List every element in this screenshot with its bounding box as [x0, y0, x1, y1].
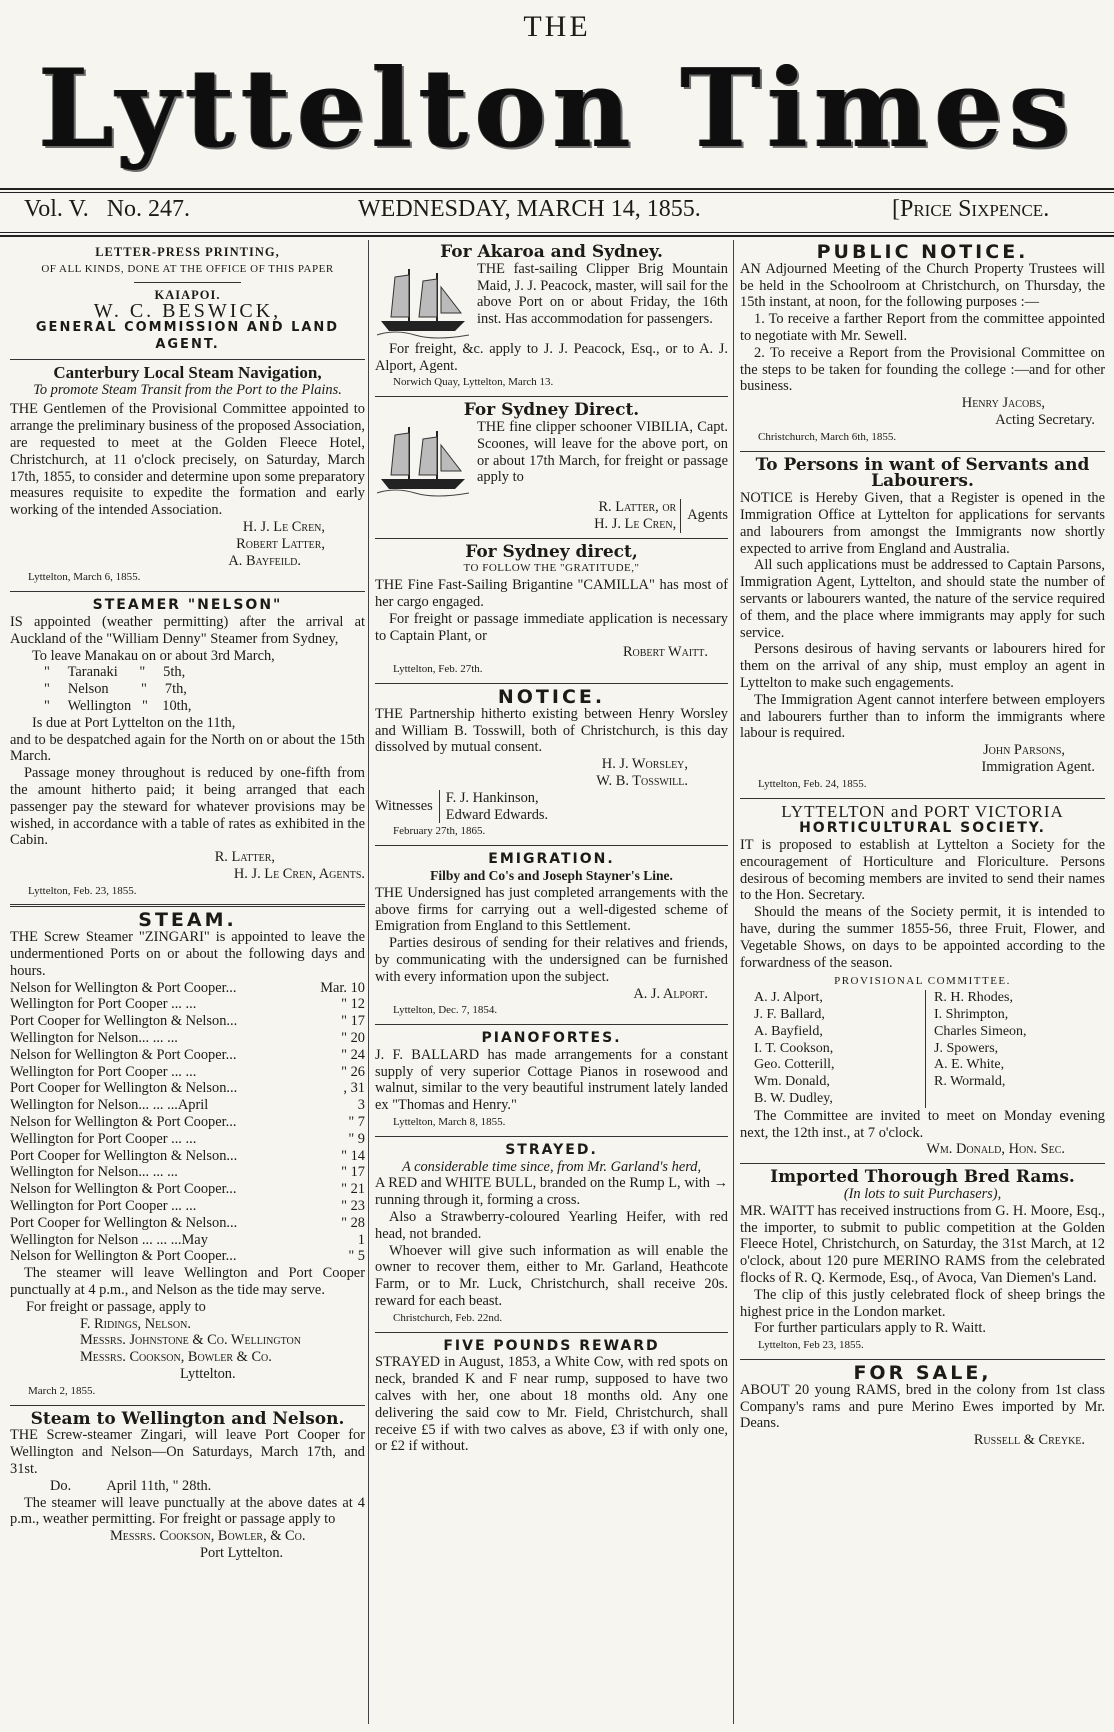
- schedule-date: , 31: [343, 1080, 365, 1097]
- agent: Lyttelton.: [180, 1366, 236, 1382]
- public-notice-body: AN Adjourned Meeting of the Church Property Trustees will be held in the Schoolroom at Christchurch, on Thursday, the 15th instant, at noon, for the following purposes :—: [740, 260, 1105, 311]
- column-rule: [368, 240, 369, 1724]
- ad-date: Lyttelton, Feb. 23, 1855.: [28, 884, 137, 897]
- letterpress-heading: LETTER-PRESS PRINTING,: [95, 245, 280, 259]
- witnesses: [375, 790, 728, 824]
- schedule-date: " 9: [348, 1130, 365, 1147]
- newspaper-title: Lyttelton Times: [38, 46, 1076, 172]
- committee-right: [934, 990, 1105, 1108]
- schedule-route: Wellington for Port Cooper ... ...: [10, 996, 197, 1013]
- schedule-route: Wellington for Nelson... ... ...: [10, 1030, 178, 1047]
- nelson-heading: STEAMER "NELSON": [92, 597, 283, 614]
- ad-date: Lyttelton, March 8, 1855.: [393, 1116, 506, 1129]
- column-rule: [733, 240, 734, 1724]
- schedule-date: " 23: [341, 1198, 365, 1215]
- agent: H. J. Le Cren,: [594, 515, 677, 532]
- ad-date: March 2, 1855.: [28, 1384, 96, 1397]
- schedule-route: Wellington for Port Cooper ... ...: [10, 1130, 197, 1147]
- nelson-line: and to be despatched again for the North on or about the 15th March.: [10, 731, 365, 765]
- ad-date: Lyttelton, March 6, 1855.: [28, 571, 141, 584]
- nelson-line: To leave Manakau on or about 3rd March,: [32, 647, 275, 664]
- rams-body: For further particulars apply to R. Waitt.: [754, 1320, 986, 1337]
- schedule-route: Wellington for Port Cooper ... ...: [10, 1198, 197, 1215]
- pianofortes-heading: PIANOFORTES.: [481, 1030, 622, 1047]
- schedule-date: " 21: [341, 1181, 365, 1198]
- notice-heading: NOTICE.: [497, 685, 606, 708]
- schedule-row: [10, 980, 365, 997]
- committee-member: Wm. Donald,: [754, 1074, 830, 1090]
- for-sale-heading: FOR SALE,: [853, 1362, 992, 1384]
- committee-list: [740, 990, 1105, 1108]
- signature: Port Lyttelton.: [200, 1544, 284, 1561]
- signature: Robert Latter,: [236, 535, 325, 552]
- schedule-route: Wellington for Port Cooper ... ...: [10, 1063, 197, 1080]
- horticultural-sub: HORTICULTURAL SOCIETY.: [799, 820, 1046, 837]
- schedule-date: " 24: [341, 1046, 365, 1063]
- steam-body: THE Screw Steamer "ZINGARI" is appointed to leave the undermentioned Ports on or about the following days and hours.: [10, 929, 365, 979]
- committee-member: B. W. Dudley,: [754, 1091, 833, 1107]
- witness: Edward Edwards.: [445, 806, 549, 823]
- column-3: [740, 241, 1105, 1732]
- wn-body: The steamer will leave punctually at the above dates at 4 p.m., weather permitting. For freight or passage apply to: [10, 1494, 365, 1528]
- committee-member: Geo. Cotterill,: [754, 1057, 835, 1073]
- signature: Robert Waitt.: [622, 644, 708, 661]
- schedule-route: Nelson for Wellington & Port Cooper...: [10, 1181, 237, 1198]
- signature: John Parsons,: [983, 742, 1065, 759]
- nelson-line: " Taranaki " 5th,: [44, 664, 186, 681]
- sd-body: For freight or passage immediate application is necessary to Captain Plant, or: [375, 610, 728, 644]
- ship-icon: [375, 421, 471, 499]
- pianofortes-body: J. F. BALLARD has made arrangements for a constant supply of very superior Cottage Pianos in rosewood and walnut, similar to the very beautiful instrument lately landed ex "Thomas and Henry.": [375, 1046, 728, 1114]
- committee-member: J. Spowers,: [934, 1040, 999, 1056]
- sd-sub: TO FOLLOW THE "GRATITUDE,": [463, 562, 640, 575]
- horticultural-heading: LYTTELTON and PORT VICTORIA: [781, 801, 1064, 821]
- horticultural-body: The Committee are invited to meet on Monday evening next, the 12th inst., at 7 o'clock.: [740, 1107, 1105, 1141]
- schedule-date: " 17: [341, 1164, 365, 1181]
- schedule-route: Nelson for Wellington & Port Cooper...: [10, 1046, 237, 1063]
- witness: F. J. Hankinson,: [445, 789, 539, 806]
- issue-number: No. 247.: [106, 196, 191, 222]
- for-sale-body: ABOUT 20 young RAMS, bred in the colony from 1st class Company's rams and pure Merino Ewes imported by Mr. Deans.: [740, 1381, 1105, 1432]
- signature: W. B. Tosswill.: [596, 772, 688, 789]
- reward-body: STRAYED in August, 1853, a White Cow, with red spots on neck, branded K and F near rump, supposed to have two calves with her, one about 18 months old. Any one delivering the said cow to Mr. Field, Christchurch, shall receive £5 if with two calves as above, £3 if with only one, or £2 if without.: [375, 1354, 728, 1455]
- ad-date: Lyttelton, Feb 23, 1855.: [758, 1339, 864, 1352]
- emigration-body: THE Undersigned has just completed arrangements with the above firms for carrying out a well-digested scheme of Emigration from England to this Settlement.: [375, 884, 728, 935]
- agent: Messrs. Cookson, Bowler & Co.: [80, 1349, 272, 1366]
- signature: Russell & Creyke.: [973, 1432, 1085, 1449]
- servants-body: All such applications must be addressed to Captain Parsons, Immigration Agent, Lyttelton, and should state the number of servants or labourers wanted, the nature of the service required of them, and the place where immigrants may apply for such service.: [740, 557, 1105, 641]
- wn-body: THE Screw-steamer Zingari, will leave Port Cooper for Wellington and Nelson—On Saturdays, March 17th, and 31st.: [10, 1427, 365, 1477]
- strayed-heading: STRAYED.: [505, 1141, 598, 1158]
- schedule-route: Port Cooper for Wellington & Nelson...: [10, 1147, 238, 1164]
- price: [Price Sixpence.: [892, 196, 1050, 222]
- schedule-row: [10, 1064, 365, 1081]
- column-1: [10, 244, 365, 1732]
- emigration-body: Parties desirous of sending for their relatives and friends, by communicating with the undersigned can be furnished with every information upon the subject.: [375, 935, 728, 985]
- schedule-row: [10, 1198, 365, 1215]
- nelson-line: Is due at Port Lyttelton on the 11th,: [32, 714, 236, 731]
- canterbury-sub: To promote Steam Transit from the Port to the Plains.: [33, 381, 342, 398]
- schedule-row: [10, 1097, 365, 1114]
- schedule-date: " 17: [341, 1013, 365, 1030]
- ad-date: Norwich Quay, Lyttelton, March 13.: [393, 376, 554, 389]
- strayed-body: Whoever will give such information as will enable the owner to recover them, either to Mr. Garland, Heathcote Farm, or to Mr. Luck, Christchurch, shall receive 20s. reward for each beast.: [375, 1242, 728, 1310]
- signature: A. Bayfeild.: [228, 552, 301, 569]
- rams-body: The clip of this justly celebrated flock of sheep brings the highest price in the London market.: [740, 1286, 1105, 1320]
- steam-heading: STEAM.: [138, 909, 237, 932]
- schedule-date: 1: [357, 1231, 365, 1248]
- signature: Wm. Donald, Hon. Sec.: [926, 1141, 1065, 1158]
- sydney-agents: [375, 499, 728, 533]
- horticultural-body: IT is proposed to establish at Lyttelton a Society for the encouragement of Horticulture and Floriculture. Persons desirous of becoming members are invited to send their names to the Hon. Secretary.: [740, 837, 1105, 904]
- nelson-body: Passage money throughout is reduced by one-fifth from the amount hitherto paid; it being arranged that each passenger pay the steward for whatever provisions may be wished, in accordance with a table of rates as exhibited in the Cabin.: [10, 765, 365, 849]
- schedule-route: Port Cooper for Wellington & Nelson...: [10, 1214, 238, 1231]
- sd-heading: For Sydney direct,: [465, 541, 638, 562]
- schedule-row: [10, 1114, 365, 1131]
- committee-member: J. F. Ballard,: [754, 1007, 825, 1023]
- emigration-sub: Filby and Co's and Joseph Stayner's Line.: [430, 867, 673, 883]
- beswick-name: W. C. BESWICK,: [93, 300, 282, 323]
- committee-member: R. H. Rhodes,: [934, 990, 1013, 1006]
- letterpress-sub: OF ALL KINDS, DONE AT THE OFFICE OF THIS PAPER: [41, 262, 334, 275]
- rams-body: MR. WAITT has received instructions from G. H. Moore, Esq., the importer, to submit to public competition at the Golden Fleece Hotel, Christchurch, on Saturday, the 31st March, at 12 o'clock, about 120 pure MERINO RAMS from the celebrated flocks of R. Q. Kermode, Esq., of Avoca, Van Diemen's Land.: [740, 1202, 1105, 1287]
- witness-names: [439, 790, 548, 824]
- rams-sub: (In lots to suit Purchasers),: [843, 1186, 1002, 1203]
- schedule-route: Wellington for Nelson ... ... ...May: [10, 1231, 208, 1248]
- canterbury-body: THE Gentlemen of the Provisional Committee appointed to arrange the preliminary business of the proposed Association, are requested to meet at the Golden Fleece Hotel, Christchurch, at 11 o'clock precisely, on Saturday, March 17th, 1855, to consider and determine upon some preparatory measures requisite to expedite the formation and early working of the intended Association.: [10, 401, 365, 519]
- signature: H. J. Le Cren,: [242, 518, 325, 535]
- akaroa-body: THE fast-sailing Clipper Brig Mountain Maid, J. J. Peacock, master, will sail for the above Port on or about Friday, the 16th inst. Has accommodation for passengers.: [477, 260, 728, 328]
- ad-date: Christchurch, March 6th, 1855.: [758, 430, 897, 443]
- wn-heading: Steam to Wellington and Nelson.: [30, 1408, 345, 1429]
- schedule-route: Port Cooper for Wellington & Nelson...: [10, 1013, 238, 1030]
- schedule-row: [10, 1131, 365, 1148]
- committee-member: I. Shrimpton,: [934, 1007, 1009, 1023]
- agent: R. Latter, or: [598, 498, 677, 515]
- committee-member: A. E. White,: [934, 1057, 1005, 1073]
- canterbury-heading: Canterbury Local Steam Navigation,: [53, 362, 322, 382]
- agents-label: Agents: [687, 507, 728, 524]
- ad-date: Lyttelton, Feb. 24, 1855.: [758, 777, 867, 790]
- ship-icon: [375, 263, 471, 341]
- schedule-row: [10, 1232, 365, 1249]
- committee-member: R. Wormald,: [934, 1074, 1006, 1090]
- public-notice-item: 2. To receive a Report from the Provisional Committee on the steps to be taken for founding the college :—and for other business.: [740, 344, 1105, 395]
- nelson-line: " Wellington " 10th,: [44, 697, 192, 714]
- steam-schedule: [10, 980, 365, 1266]
- ad-date: February 27th, 1865.: [393, 825, 486, 838]
- schedule-row: [10, 1080, 365, 1097]
- sydney-agent-names: [594, 499, 681, 533]
- public-notice-item: 1. To receive a farther Report from the committee appointed to negotiate with Mr. Sewell.: [740, 311, 1105, 344]
- reward-heading: FIVE POUNDS REWARD: [443, 1337, 660, 1354]
- schedule-date: " 14: [341, 1147, 365, 1164]
- public-notice-heading: PUBLIC NOTICE.: [816, 241, 1029, 263]
- wn-do: Do. April 11th, " 28th.: [50, 1477, 212, 1494]
- signature: Messrs. Cookson, Bowler, & Co.: [110, 1528, 306, 1545]
- witnesses-label: Witnesses: [375, 798, 433, 815]
- schedule-row: [10, 1181, 365, 1198]
- schedule-row: [10, 1164, 365, 1181]
- schedule-date: Mar. 10: [320, 979, 365, 996]
- agent: F. Ridings, Nelson.: [80, 1315, 191, 1332]
- column-2: [375, 244, 728, 1732]
- schedule-route: Wellington for Nelson... ... ...: [10, 1164, 178, 1181]
- schedule-date: " 12: [341, 996, 365, 1013]
- servants-body: Persons desirous of having servants or labourers hired for them on the arrival of any ship, must employ an agent in Lyttelton to make such engagements.: [740, 641, 1105, 691]
- schedule-date: 3: [357, 1097, 365, 1114]
- nelson-line: " Nelson " 7th,: [44, 681, 187, 698]
- schedule-row: [10, 1030, 365, 1047]
- dateline: [0, 196, 1114, 230]
- schedule-row: [10, 1047, 365, 1064]
- sd-body: THE Fine Fast-Sailing Brigantine "CAMILLA" has most of her cargo engaged.: [375, 577, 728, 610]
- signature: Henry Jacobs,: [961, 395, 1045, 412]
- notice-body: THE Partnership hitherto existing between Henry Worsley and William B. Tosswill, both of Christchurch, is this day dissolved by mutual consent.: [375, 705, 728, 756]
- kaiapoi-heading: KAIAPOI.: [154, 287, 221, 302]
- dateline-rule: [0, 232, 1114, 237]
- strayed-sub: A considerable time since, from Mr. Garland's herd,: [401, 1158, 702, 1175]
- sydney-body: THE fine clipper schooner VIBILIA, Capt. Scoones, will leave for the above port, on or about 17th March, for freight or passage apply to: [477, 418, 728, 486]
- volume: [24, 196, 190, 223]
- ad-date: Lyttelton, Feb. 27th.: [393, 663, 483, 676]
- schedule-date: " 7: [348, 1114, 365, 1131]
- signature: H. J. Le Cren, Agents.: [233, 865, 365, 882]
- servants-body: NOTICE is Hereby Given, that a Register is opened in the Immigration Office at Lyttelton for applications for servants and labourers from amongst the Immigrants now shortly expected to arrive from England and Australia.: [740, 490, 1105, 557]
- committee-left: [740, 990, 926, 1108]
- signature: A. J. Alport.: [633, 985, 708, 1002]
- schedule-row: [10, 1013, 365, 1030]
- schedule-route: Nelson for Wellington & Port Cooper...: [10, 1248, 237, 1265]
- servants-heading: To Persons in want of Servants and Labourers.: [755, 454, 1090, 492]
- akaroa-heading: For Akaroa and Sydney.: [440, 242, 663, 262]
- steam-freight: For freight or passage, apply to: [26, 1298, 206, 1315]
- rams-heading: Imported Thorough Bred Rams.: [770, 1167, 1075, 1188]
- schedule-date: " 20: [341, 1030, 365, 1047]
- steam-note: The steamer will leave Wellington and Port Cooper punctually at 4 p.m., and Nelson as the tide may serve.: [10, 1265, 365, 1299]
- strayed-body: Also a Strawberry-coloured Yearling Heifer, with red head, not branded.: [375, 1209, 728, 1242]
- schedule-row: [10, 1215, 365, 1232]
- agent: Messrs. Johnstone & Co. Wellington: [80, 1332, 301, 1349]
- volume-text: Vol. V.: [24, 196, 89, 222]
- signature: R. Latter,: [214, 849, 275, 866]
- ad-date: Christchurch, Feb. 22nd.: [393, 1311, 503, 1324]
- issue-date: WEDNESDAY, MARCH 14, 1855.: [358, 196, 701, 222]
- committee-member: I. T. Cookson,: [754, 1040, 834, 1056]
- schedule-row: [10, 1148, 365, 1165]
- schedule-row: [10, 996, 365, 1013]
- schedule-date: " 5: [348, 1248, 365, 1265]
- akaroa-freight: For freight, &c. apply to J. J. Peacock, Esq., or to A. J. Alport, Agent.: [375, 340, 728, 374]
- servants-body: The Immigration Agent cannot interfere between employers and labourers further than to inform the immigrants where labour is required.: [740, 691, 1105, 742]
- masthead: [0, 0, 1114, 222]
- masthead-the: THE: [523, 10, 591, 43]
- signature: H. J. Worsley,: [601, 756, 688, 773]
- schedule-route: Nelson for Wellington & Port Cooper...: [10, 979, 237, 996]
- schedule-route: Wellington for Nelson... ... ...April: [10, 1097, 209, 1114]
- schedule-date: " 28: [341, 1214, 365, 1231]
- committee-member: Charles Simeon,: [934, 1023, 1027, 1039]
- sydney-heading: For Sydney Direct.: [463, 400, 640, 421]
- schedule-route: Port Cooper for Wellington & Nelson...: [10, 1080, 238, 1097]
- schedule-route: Nelson for Wellington & Port Cooper...: [10, 1114, 237, 1131]
- emigration-heading: EMIGRATION.: [488, 851, 615, 868]
- schedule-date: " 26: [341, 1063, 365, 1080]
- strayed-body: A RED and WHITE BULL, branded on the Rump L, with → running through it, forming a cross.: [375, 1175, 728, 1209]
- beswick-role: GENERAL COMMISSION AND LAND AGENT.: [35, 320, 340, 352]
- schedule-row: [10, 1248, 365, 1265]
- committee-heading: PROVISIONAL COMMITTEE.: [834, 975, 1011, 988]
- signature: Acting Secretary.: [995, 411, 1095, 428]
- nelson-body: IS appointed (weather permitting) after the arrival at Auckland of the "William Denny" Steamer from Sydney,: [10, 613, 365, 647]
- committee-member: A. J. Alport,: [754, 990, 823, 1006]
- committee-member: A. Bayfield,: [754, 1023, 823, 1039]
- masthead-rule: [0, 188, 1114, 193]
- horticultural-body: Should the means of the Society permit, it is intended to have, during the summer 1855-56, three Fruit, Flower, and Vegetable Shows, on days to be appointed according to the forwardness of the season.: [740, 904, 1105, 971]
- signature: Immigration Agent.: [981, 758, 1095, 775]
- ad-date: Lyttelton, Dec. 7, 1854.: [393, 1004, 498, 1017]
